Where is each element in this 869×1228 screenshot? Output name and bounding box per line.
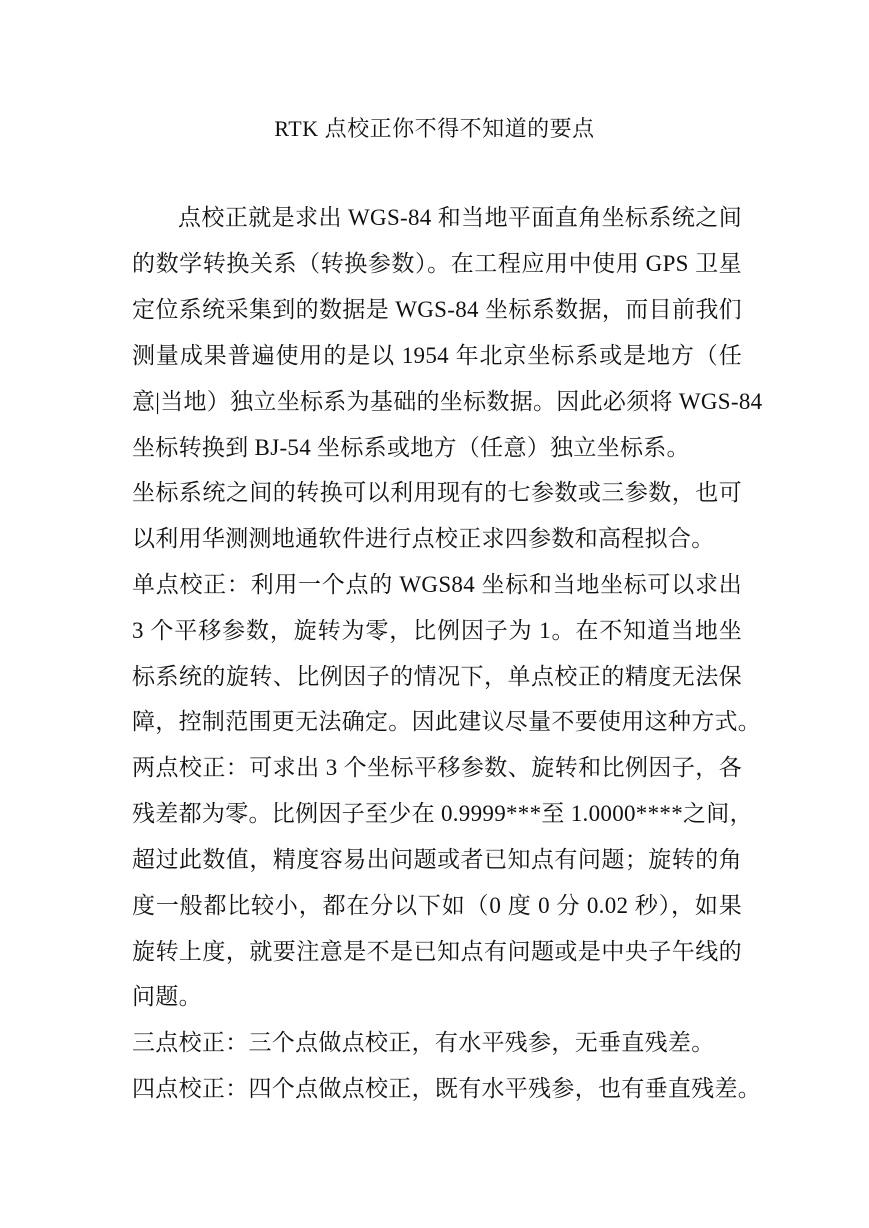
paragraph-line: 3 个平移参数，旋转为零，比例因子为 1。在不知道当地坐: [132, 618, 742, 643]
paragraph-line: 的数学转换关系（转换参数）。在工程应用中使用 GPS 卫星: [132, 251, 742, 276]
paragraph-line: 标系统的旋转、比例因子的情况下，单点校正的精度无法保: [132, 664, 742, 689]
paragraph-line: 四点校正：四个点做点校正，既有水平残参，也有垂直残差。: [132, 1076, 762, 1101]
paragraph-line: 问题。: [132, 984, 202, 1009]
document-title: RTK 点校正你不得不知道的要点: [274, 116, 595, 141]
paragraph-line: 坐标系统之间的转换可以利用现有的七参数或三参数，也可: [132, 480, 742, 505]
paragraph-line: 旋转上度，就要注意是不是已知点有问题或是中央子午线的: [132, 939, 742, 964]
paragraph-line: 障，控制范围更无法确定。因此建议尽量不要使用这种方式。: [132, 709, 762, 734]
paragraph-line: 度一般都比较小，都在分以下如（0 度 0 分 0.02 秒），如果: [132, 893, 742, 918]
paragraph-line: 以利用华测测地通软件进行点校正求四参数和高程拟合。: [132, 526, 715, 551]
paragraph-line: 超过此数值，精度容易出问题或者已知点有问题；旋转的角: [132, 847, 742, 872]
paragraph-line: 单点校正：利用一个点的 WGS84 坐标和当地坐标可以求出: [132, 572, 742, 597]
paragraph-line: 三点校正：三个点做点校正，有水平残参，无垂直残差。: [132, 1030, 715, 1055]
paragraph-line: 两点校正：可求出 3 个坐标平移参数、旋转和比例因子，各: [132, 755, 742, 780]
paragraph-line: 意|当地）独立坐标系为基础的坐标数据。因此必须将 WGS-84: [132, 389, 763, 414]
paragraph-line: 坐标转换到 BJ-54 坐标系或地方（任意）独立坐标系。: [132, 435, 690, 460]
paragraph-line: 测量成果普遍使用的是以 1954 年北京坐标系或是地方（任: [132, 343, 742, 368]
paragraph-line: 残差都为零。比例因子至少在 0.9999***至 1.0000****之间，: [132, 801, 753, 826]
paragraph-line: 点校正就是求出 WGS-84 和当地平面直角坐标系统之间: [178, 205, 742, 230]
paragraph-line: 定位系统采集到的数据是 WGS-84 坐标系数据，而目前我们: [132, 297, 742, 322]
